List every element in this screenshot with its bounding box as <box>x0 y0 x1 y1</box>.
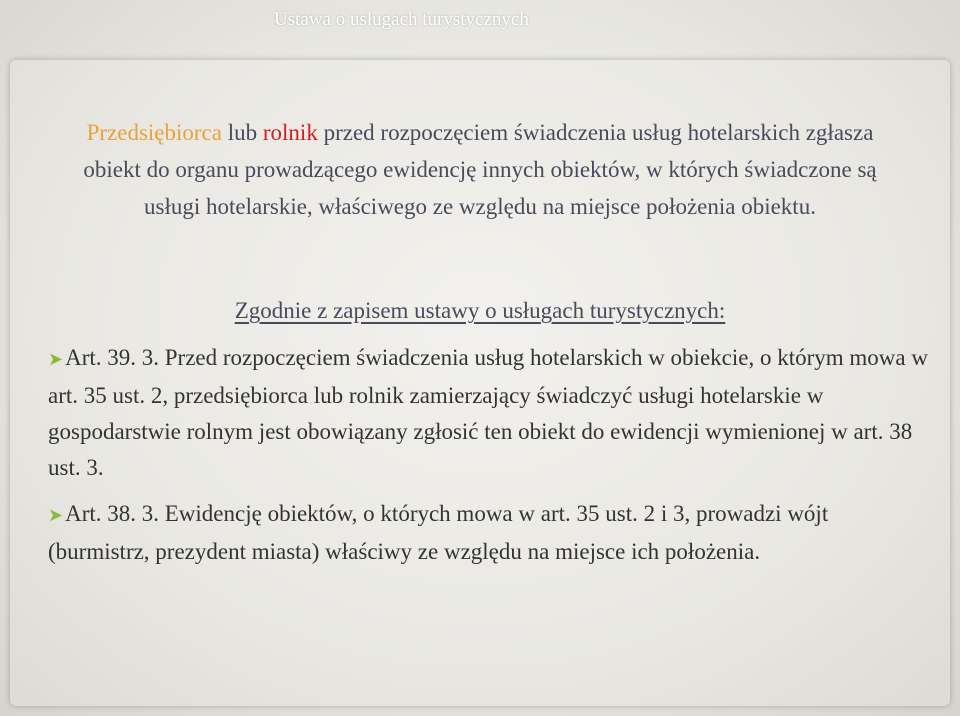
section-heading: Zgodnie z zapisem ustawy o usługach turystycznych: <box>234 298 726 323</box>
article-item <box>48 340 928 486</box>
article-list <box>48 340 928 580</box>
arrow-bullet-icon: ➤ <box>48 505 64 526</box>
article-text: Art. 39. 3. Przed rozpoczęciem świadczenia usług hotelarskich w obiekcie, o którym mowa w art. 35 ust. 2, przedsiębiorca lub rolnik zamierzający świadczyć usługi hotelarskie w gospodarstwie rolnym jest obowiązany zgłosić ten obiekt do ewidencji wymienionej w art. 38 ust. 3. <box>48 345 928 480</box>
slide-title: Ustawa o usługach turystycznych <box>274 9 529 30</box>
intro-subject-farmer: rolnik <box>262 120 318 145</box>
article-text: Art. 38. 3. Ewidencję obiektów, o których mowa w art. 35 ust. 2 i 3, prowadzi wójt (burmistrz, prezydent miasta) właściwy ze względu na miejsce ich położenia. <box>48 501 829 564</box>
intro-paragraph <box>60 114 900 225</box>
intro-conjunction: lub <box>221 120 263 145</box>
arrow-bullet-icon: ➤ <box>48 349 64 370</box>
intro-text: przed rozpoczęciem świadczenia usług hotelarskich zgłasza obiekt do organu prowadzącego ewidencję innych obiektów, w których świadczone są usługi hotelarskie, właściwego ze względu na miejsce położenia obiektu. <box>83 120 877 219</box>
intro-subject-entrepreneur: Przedsiębiorca <box>86 120 222 145</box>
article-item <box>48 496 928 570</box>
title-bar <box>0 0 960 44</box>
